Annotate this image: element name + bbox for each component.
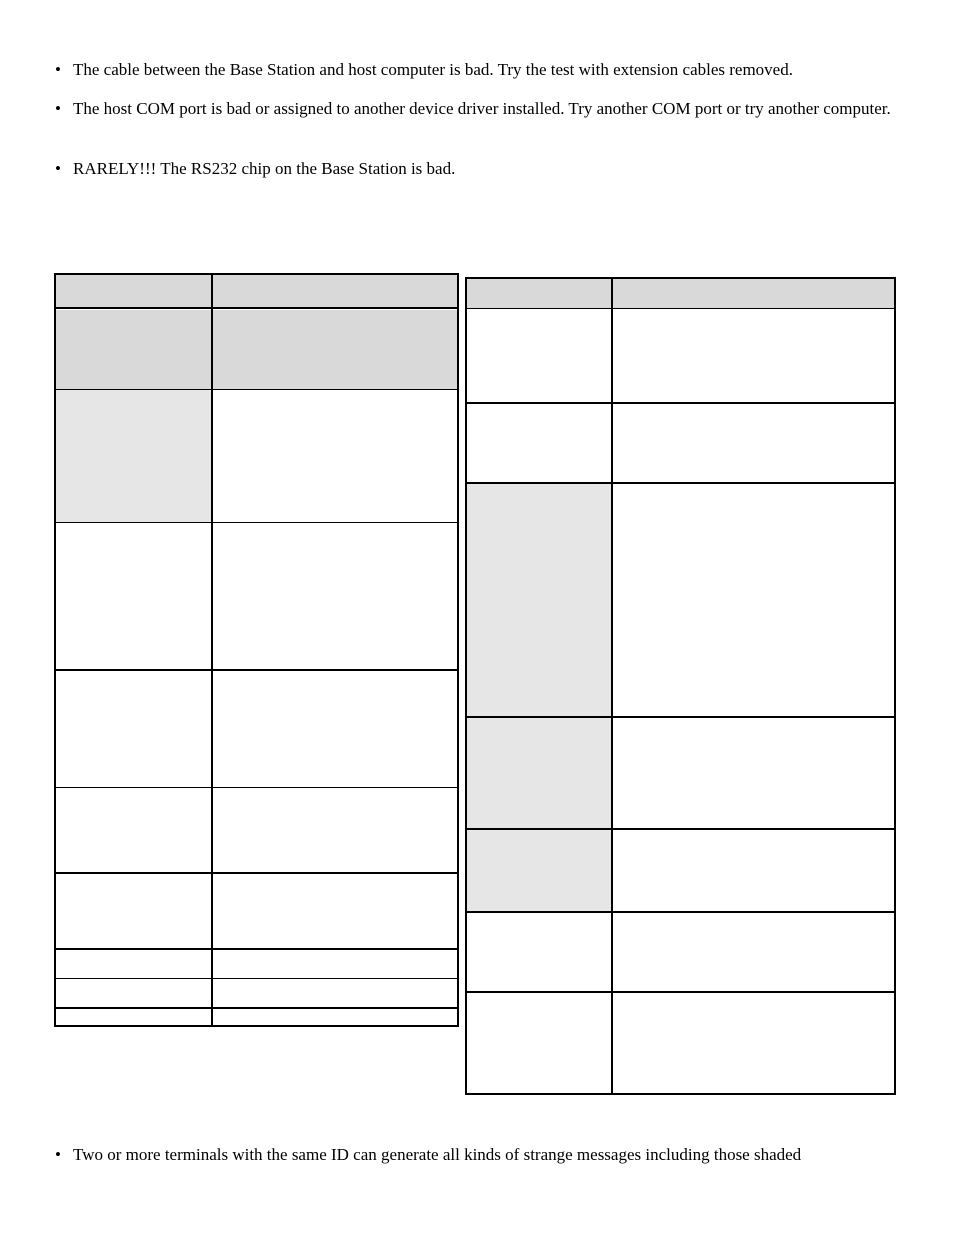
bullet-marker: • (55, 99, 61, 118)
table-row-shaded (467, 830, 611, 911)
table-row-shaded (467, 718, 611, 828)
row-divider (56, 872, 457, 874)
row-divider (56, 669, 457, 671)
row-divider (467, 402, 894, 404)
row-divider (56, 389, 457, 390)
table-row-shaded (56, 390, 212, 522)
row-divider (467, 482, 894, 484)
bullet-item-rs232 (55, 158, 905, 179)
row-divider (467, 308, 894, 309)
row-divider (56, 1007, 457, 1009)
bullet-text: The host COM port is bad or assigned to another device driver installed. Try another COM port or try another computer. (73, 99, 891, 118)
table-header-col2 (613, 279, 894, 308)
row-divider (56, 307, 457, 309)
bullet-text: Two or more terminals with the same ID can generate all kinds of strange messages including those shaded (73, 1145, 802, 1164)
bullet-item-cable (55, 59, 905, 80)
row-divider (467, 911, 894, 913)
row-divider (56, 978, 457, 979)
table-header-col1 (56, 275, 212, 308)
bullet-marker: • (55, 60, 61, 79)
row-divider (56, 522, 457, 523)
table-row-shaded (213, 310, 457, 389)
error-table-right (465, 277, 896, 1095)
table-header-col2 (213, 275, 457, 308)
row-divider (56, 787, 457, 788)
bullet-marker: • (55, 1145, 61, 1164)
table-header-col1 (467, 279, 611, 308)
row-divider (467, 991, 894, 993)
row-divider (467, 716, 894, 718)
bullet-item-com-port (55, 98, 905, 119)
column-divider (211, 275, 213, 1025)
row-divider (467, 828, 894, 830)
bullet-text: RARELY!!! The RS232 chip on the Base Station is bad. (73, 159, 456, 178)
row-divider (56, 948, 457, 950)
table-row-shaded (56, 310, 212, 389)
table-row-shaded (467, 484, 611, 716)
bullet-text: The cable between the Base Station and host computer is bad. Try the test with extension cables removed. (73, 60, 793, 79)
error-table-left (54, 273, 459, 1027)
bullet-item-duplicate-id (55, 1144, 905, 1165)
bullet-marker: • (55, 159, 61, 178)
